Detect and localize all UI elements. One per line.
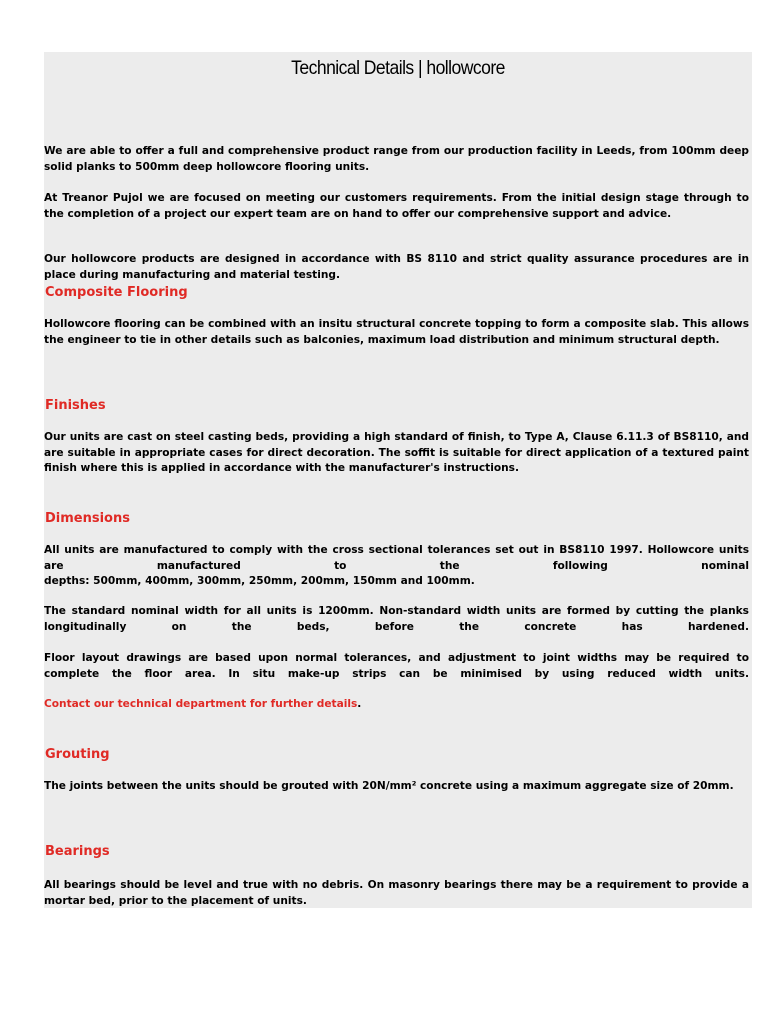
bearings-paragraph: All bearings should be level and true with no debris. On masonry bearings there may be a requirement to provide a mortar bed, prior to the placement of units. <box>44 879 749 907</box>
contact-line <box>44 697 749 713</box>
heading-composite-flooring: Composite Flooring <box>45 285 188 300</box>
contact-suffix: . <box>357 698 362 710</box>
page-title: Technical Details | hollowcore <box>291 57 505 79</box>
document-page <box>44 52 752 908</box>
heading-bearings: Bearings <box>45 844 110 859</box>
finishes-paragraph: Our units are cast on steel casting beds, providing a high standard of finish, to Type A, Clause 6.11.3 of BS8110, and are suitable in appropriate cases for direct decoration. The soffit is suitable for direct application of a textured paint finish where this is applied in accordance with the manufacturer's instructions. <box>44 431 749 474</box>
intro-paragraph-3: Our hollowcore products are designed in accordance with BS 8110 and strict quality assurance procedures are in place during manufacturing and material testing. <box>44 253 749 281</box>
grouting-paragraph: The joints between the units should be grouted with 20N/mm² concrete using a maximum aggregate size of 20mm. <box>44 780 734 792</box>
heading-dimensions: Dimensions <box>45 511 130 526</box>
dimensions-paragraph-1-depths: depths: 500mm, 400mm, 300mm, 250mm, 200mm, 150mm and 100mm. <box>44 575 475 587</box>
intro-paragraph-2: At Treanor Pujol we are focused on meeting our customers requirements. From the initial design stage through to the completion of a project our expert team are on hand to offer our comprehensive support and advice. <box>44 192 749 220</box>
intro-paragraph-1: We are able to offer a full and comprehensive product range from our production facility in Leeds, from 100mm deep solid planks to 500mm deep hollowcore flooring units. <box>44 145 749 173</box>
heading-finishes: Finishes <box>45 398 106 413</box>
composite-paragraph: Hollowcore flooring can be combined with an insitu structural concrete topping to form a composite slab. This allows the engineer to tie in other details such as balconies, maximum load distribution and minimum structural depth. <box>44 318 749 346</box>
dimensions-paragraph-1: All units are manufactured to comply with the cross sectional tolerances set out in BS8110 1997. Hollowcore units are manufactured to the following nominal <box>44 544 749 572</box>
contact-technical-link[interactable]: Contact our technical department for further details <box>44 698 358 710</box>
dimensions-paragraph-2: The standard nominal width for all units is 1200mm. Non-standard width units are formed by cutting the planks longitudinally on the beds, before the concrete has hardened. <box>44 605 749 633</box>
heading-grouting: Grouting <box>45 747 110 762</box>
dimensions-paragraph-3: Floor layout drawings are based upon normal tolerances, and adjustment to joint widths may be required to complete the floor area. In situ make-up strips can be minimised by using reduced width units. <box>44 652 749 680</box>
